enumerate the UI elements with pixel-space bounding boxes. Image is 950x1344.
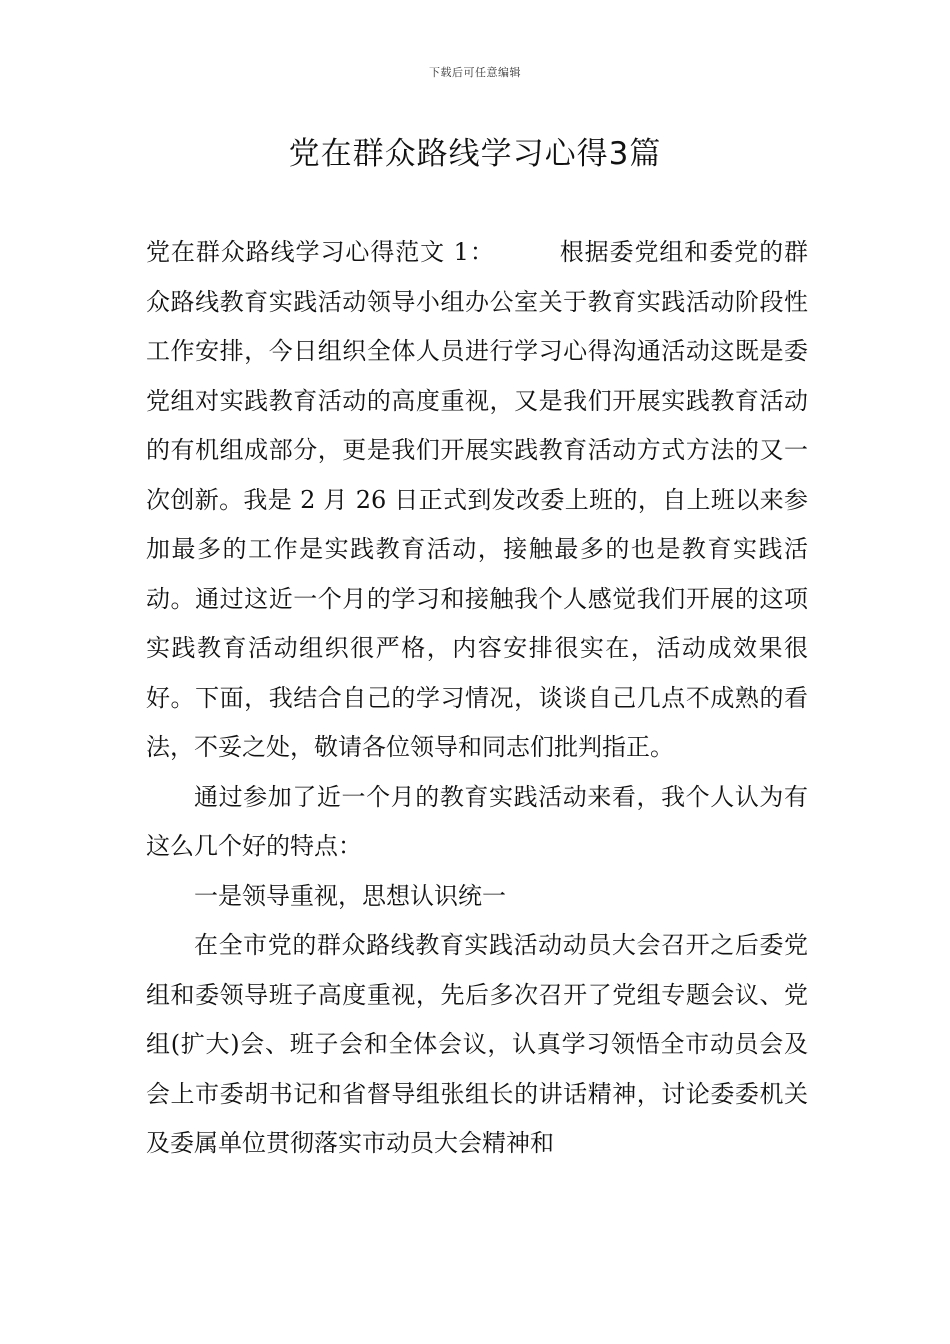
paragraph-1-text: 根据委党组和委党的群众路线教育实践活动领导小组办公室关于教育实践活动阶段性工作安排，今日组织全体人员进行学习心得沟通活动这既是委党组对实践教育活动的高度重视，又是我们开展实践教育活动的有机组成部分，更是我们开展实践教育活动方式方法的又一次创新。我是 2 月 26 日正式到发改委上班的，自上班以来参加最多的工作是实践教育活动，接触最多的也是教育实践活动。通过这近一个月的学习和接触我个人感觉我们开展的这项实践教育活动组织很严格，内容安排很实在，活动成效果很好。下面，我结合自己的学习情况，谈谈自己几点不成熟的看法，不妥之处，敬请各位领导和同志们批判指正。 <box>146 238 809 761</box>
sample-label: 党在群众路线学习心得范文 1： <box>146 238 495 266</box>
paragraph-3: 在全市党的群众路线教育实践活动动员大会召开之后委党组和委领导班子高度重视，先后多次召开了党组专题会议、党组(扩大)会、班子会和全体会议，认真学习领悟全市动员会及会上市委胡书记和省督导组张组长的讲话精神，讨论委委机关及委属单位贯彻落实市动员大会精神和 <box>146 931 808 1157</box>
paragraph-1 <box>146 228 808 773</box>
document-title: 党在群众路线学习心得3篇 <box>288 136 662 172</box>
paragraph-2: 通过参加了近一个月的教育实践活动来看，我个人认为有这么几个好的特点： <box>146 782 808 860</box>
section-heading-1: 一是领导重视，思想认识统一 <box>194 881 506 910</box>
document-body <box>146 228 808 1169</box>
header-note: 下载后可任意编辑 <box>429 66 521 79</box>
